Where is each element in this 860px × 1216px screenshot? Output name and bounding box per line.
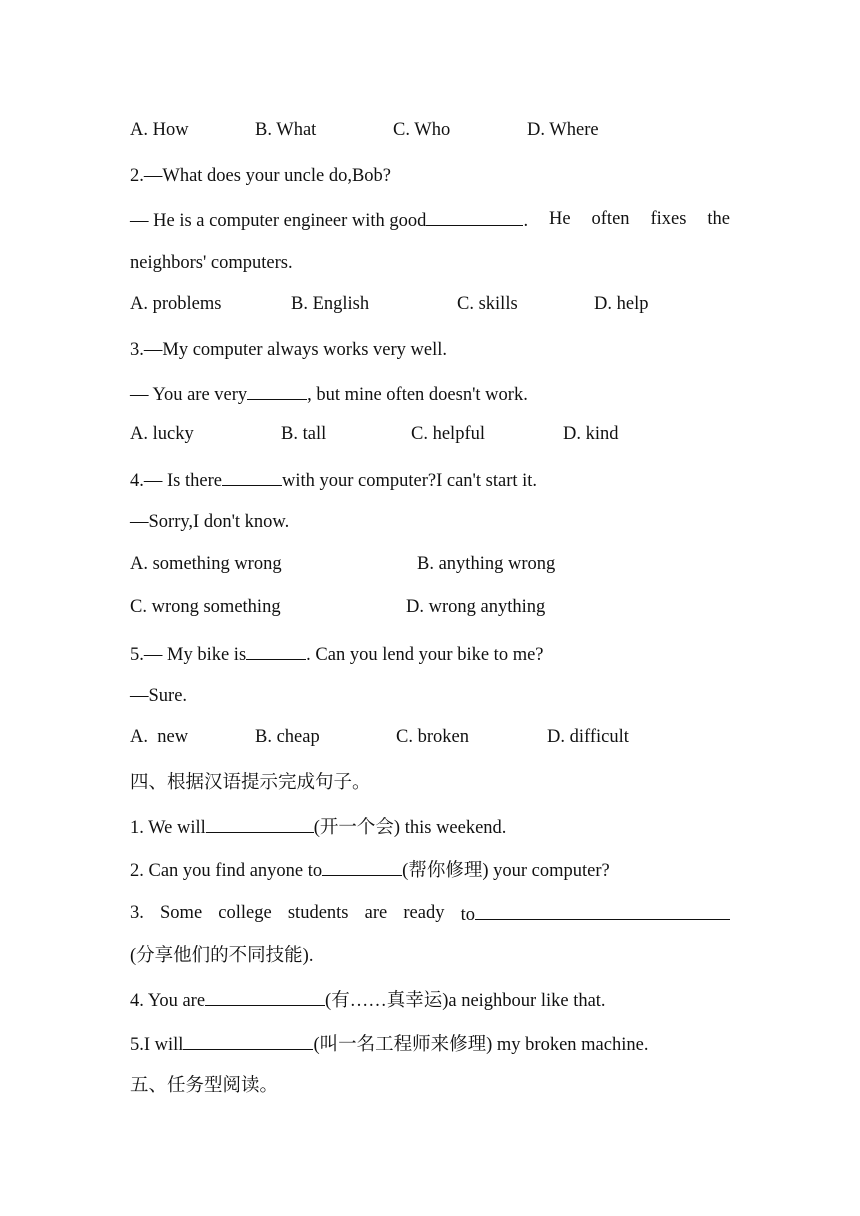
- section4-heading: 四、根据汉语提示完成句子。: [130, 773, 371, 793]
- section4-sentence-5: 5.I will (叫一名工程师来修理) my broken machine.: [130, 1031, 648, 1057]
- q2-reply-pre: — He is a computer engineer with good: [130, 211, 427, 231]
- q5-stem: [130, 641, 544, 667]
- section4-sentence-3: 3. Some college students are ready to: [130, 901, 730, 927]
- q5-option-b: B. cheap: [255, 727, 320, 747]
- q5-stem-pre: 5.— My bike is: [130, 645, 247, 665]
- q2-option-d: D. help: [594, 294, 649, 314]
- q5-option-c: C. broken: [396, 727, 469, 747]
- q4-option-c: C. wrong something: [130, 597, 281, 617]
- q3-reply-post: , but mine often doesn't work.: [307, 385, 528, 405]
- q2-reply: — He is a computer engineer with good . He often fixes the: [130, 209, 730, 231]
- q3-option-d: D. kind: [563, 424, 619, 444]
- q3-reply-pre: — You are very: [130, 385, 248, 405]
- section4-sentence-3-cont: (分享他们的不同技能).: [130, 946, 314, 966]
- s3-blank: [475, 901, 730, 920]
- q4-reply: —Sorry,I don't know.: [130, 512, 290, 532]
- q4-blank: [222, 467, 282, 486]
- q5-option-a: A. new: [130, 727, 189, 747]
- q3-option-b: B. tall: [281, 424, 327, 444]
- q2-option-c: C. skills: [457, 294, 518, 314]
- s2-blank: [322, 857, 402, 876]
- q2-blank: [426, 207, 523, 226]
- q3-option-c: C. helpful: [411, 424, 485, 444]
- q1-option-a: A. How: [130, 120, 189, 140]
- q4-stem-pre: 4.— Is there: [130, 471, 222, 491]
- q4-stem-post: with your computer?I can't start it.: [281, 471, 538, 491]
- q3-blank: [247, 381, 307, 400]
- q2-reply-post: He: [549, 209, 571, 229]
- q4-option-b: B. anything wrong: [417, 554, 556, 574]
- section4-sentence-1: 1. We will (开一个会) this weekend.: [130, 814, 506, 840]
- q2-option-b: B. English: [291, 294, 370, 314]
- q2-reply-cont: neighbors' computers.: [130, 253, 293, 273]
- q3-stem: 3.—My computer always works very well.: [130, 340, 448, 360]
- q4-option-d: D. wrong anything: [406, 597, 546, 617]
- q2-option-a: A. problems: [130, 294, 222, 314]
- q1-option-c: C. Who: [393, 120, 451, 140]
- q4-option-a: A. something wrong: [130, 554, 282, 574]
- q2-reply-post-a: .: [523, 211, 529, 231]
- q2-stem: 2.—What does your uncle do,Bob?: [130, 166, 391, 186]
- q4-stem: [130, 467, 537, 493]
- q3-option-a: A. lucky: [130, 424, 194, 444]
- section4-sentence-2: 2. Can you find anyone to (帮你修理) your computer?: [130, 857, 610, 883]
- q1-option-b: B. What: [255, 120, 317, 140]
- s5-blank: [183, 1031, 313, 1050]
- section4-sentence-4: 4. You are (有……真幸运)a neighbour like that.: [130, 987, 606, 1013]
- q5-option-d: D. difficult: [547, 727, 629, 747]
- q3-reply: [130, 381, 528, 407]
- s1-blank: [206, 814, 314, 833]
- q5-blank: [246, 641, 306, 660]
- q1-option-d: D. Where: [527, 120, 599, 140]
- s4-blank: [205, 987, 325, 1006]
- q5-reply: —Sure.: [130, 686, 188, 706]
- q5-stem-post: . Can you lend your bike to me?: [306, 645, 544, 665]
- section5-heading: 五、任务型阅读。: [130, 1076, 279, 1096]
